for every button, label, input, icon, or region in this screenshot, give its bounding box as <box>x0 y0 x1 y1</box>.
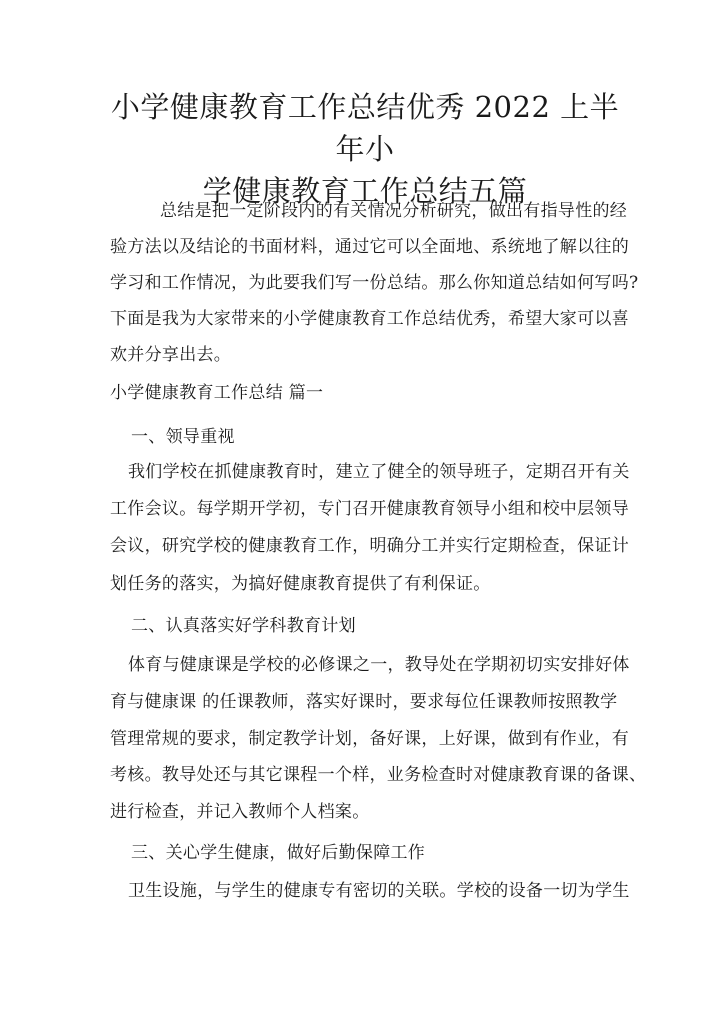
document-title <box>110 86 620 212</box>
paragraph-line: 管理常规的要求，制定教学计划，备好课，上好课，做到有作业，有 <box>110 729 629 749</box>
paragraph-line: 划任务的落实，为搞好健康教育提供了有利保证。 <box>110 574 491 594</box>
intro-line-1: 总结是把一定阶段内的有关情况分析研究，做出有指导性的经 <box>160 201 628 221</box>
intro-line-5: 欢并分享出去。 <box>110 345 232 365</box>
intro-line-2: 验方法以及结论的书面材料，通过它可以全面地、系统地了解以往的 <box>110 237 629 257</box>
paragraph-line: 考核。教导处还与其它课程一个样，业务检查时对健康教育课的备课、 <box>110 765 647 785</box>
subheading-student-health: 三、关心学生健康，做好后勤保障工作 <box>131 843 426 863</box>
subheading-curriculum-plan: 二、认真落实好学科教育计划 <box>131 616 356 636</box>
subheading-leadership: 一、领导重视 <box>131 427 235 447</box>
title-line-1: 小学健康教育工作总结优秀 2022 上半年小 <box>110 90 620 166</box>
intro-line-3: 学习和工作情况，为此要我们写一份总结。那么你知道总结如何写吗? <box>110 273 639 293</box>
paragraph-line: 卫生设施，与学生的健康专有密切的关联。学校的设备一切为学生 <box>128 881 630 901</box>
paragraph-line: 工作会议。每学期开学初，专门召开健康教育领导小组和校中层领导 <box>110 499 629 519</box>
paragraph-line: 育与健康课 的任课教师，落实好课时，要求每位任课教师按照教学 <box>110 692 618 712</box>
section-heading-part-one: 小学健康教育工作总结 篇一 <box>110 383 324 403</box>
intro-line-4: 下面是我为大家带来的小学健康教育工作总结优秀，希望大家可以喜 <box>110 309 629 329</box>
title-line-2: 学健康教育工作总结五篇 <box>202 174 528 208</box>
paragraph-line: 体育与健康课是学校的必修课之一，教导处在学期初切实安排好体 <box>128 655 630 675</box>
paragraph-line: 会议，研究学校的健康教育工作，明确分工并实行定期检查，保证计 <box>110 536 629 556</box>
paragraph-line: 进行检查，并记入教师个人档案。 <box>110 802 370 822</box>
paragraph-line: 我们学校在抓健康教育时，建立了健全的领导班子，定期召开有关 <box>128 462 630 482</box>
